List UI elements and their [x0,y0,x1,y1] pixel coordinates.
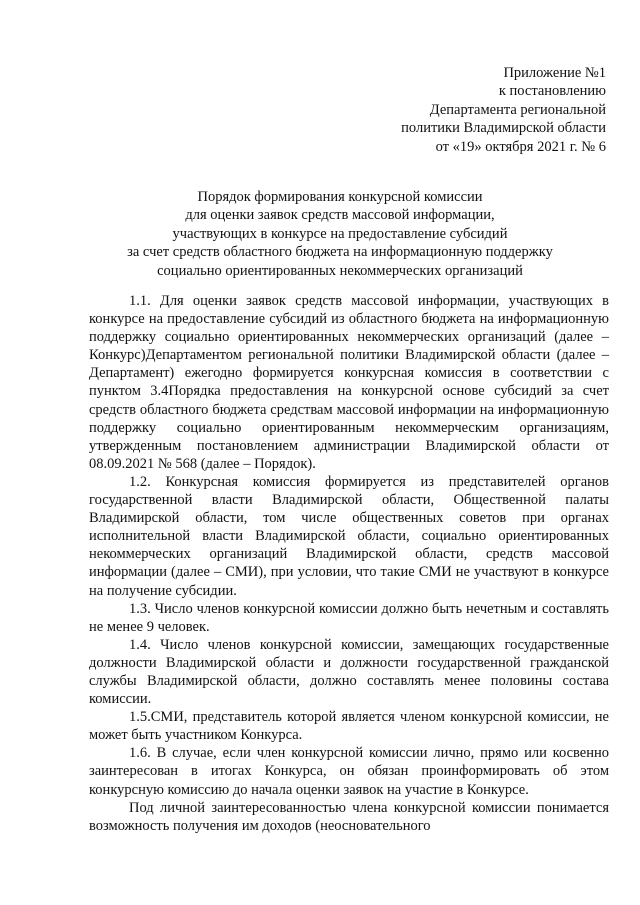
appendix-header [330,64,606,156]
paragraph-1-1: 1.1. Для оценки заявок средств массовой информации, участвующих в конкурсе на предоставление субсидий из областного бюджета на информационную поддержку социально ориентированных некоммерческих организаций (далее –Конкурс)Департаментом региональной политики Владимирской области (далее – Департамент) ежегодно формируется конкурсная комиссия в соответствии с пунктом 3.4Порядка предоставления на конкурсной основе субсидий за счет средств областного бюджета средствам массовой информации на информационную поддержку социально ориентированным некоммерческим организациям, утвержденным постановлением администрации Владимирской области от 08.09.2021 № 568 (далее – Порядок). [89,293,609,472]
paragraph-1-4: 1.4. Число членов конкурсной комиссии, замещающих государственные должности Владимирской области и должности государственной гражданской службы Владимирской области, должно составлять менее половины состава комиссии. [89,636,609,708]
title-line: для оценки заявок средств массовой информации, [185,207,495,224]
appendix-line: от «19» октября 2021 г. № 6 [435,138,606,155]
title-line: Порядок формирования конкурсной комиссии [197,189,483,205]
paragraph-1-2: 1.2. Конкурсная комиссия формируется из представителей органов государственной власти Владимирской области, Общественной палаты Владимирской области, том числе общественных советов при органах исполнительной власти Владимирской области, социально ориентированных некоммерческих организаций Владимирской области, средств массовой информации (далее – СМИ), при условии, что такие СМИ не участвуют в конкурсе на получение субсидии. [89,473,609,599]
document-body [89,292,609,835]
paragraph-1-5: 1.5.СМИ, представитель которой является членом конкурсной комиссии, не может быть участником Конкурса. [89,709,609,744]
document-title [70,188,610,280]
title-line: социально ориентированных некоммерческих организаций [157,262,523,279]
title-line: за счет средств областного бюджета на информационную поддержку [127,244,553,261]
title-line: участвующих в конкурсе на предоставление субсидий [172,225,508,242]
appendix-line: Приложение №1 [503,65,606,81]
appendix-line: к постановлению [498,83,606,100]
appendix-line: политики Владимирской области [401,120,606,137]
paragraph-interest-definition: Под личной заинтересованностью члена конкурсной комиссии понимается возможность получения им доходов (неосновательного [89,799,609,834]
paragraph-1-6: 1.6. В случае, если член конкурсной комиссии лично, прямо или косвенно заинтересован в итогах Конкурса, он обязан проинформировать об этом конкурсную комиссию до начала оценки заявок на участие в Конкурсе. [89,745,609,798]
paragraph-1-3: 1.3. Число членов конкурсной комиссии должно быть нечетным и составлять не менее 9 человек. [89,600,609,635]
appendix-line: Департамента региональной [429,101,606,118]
